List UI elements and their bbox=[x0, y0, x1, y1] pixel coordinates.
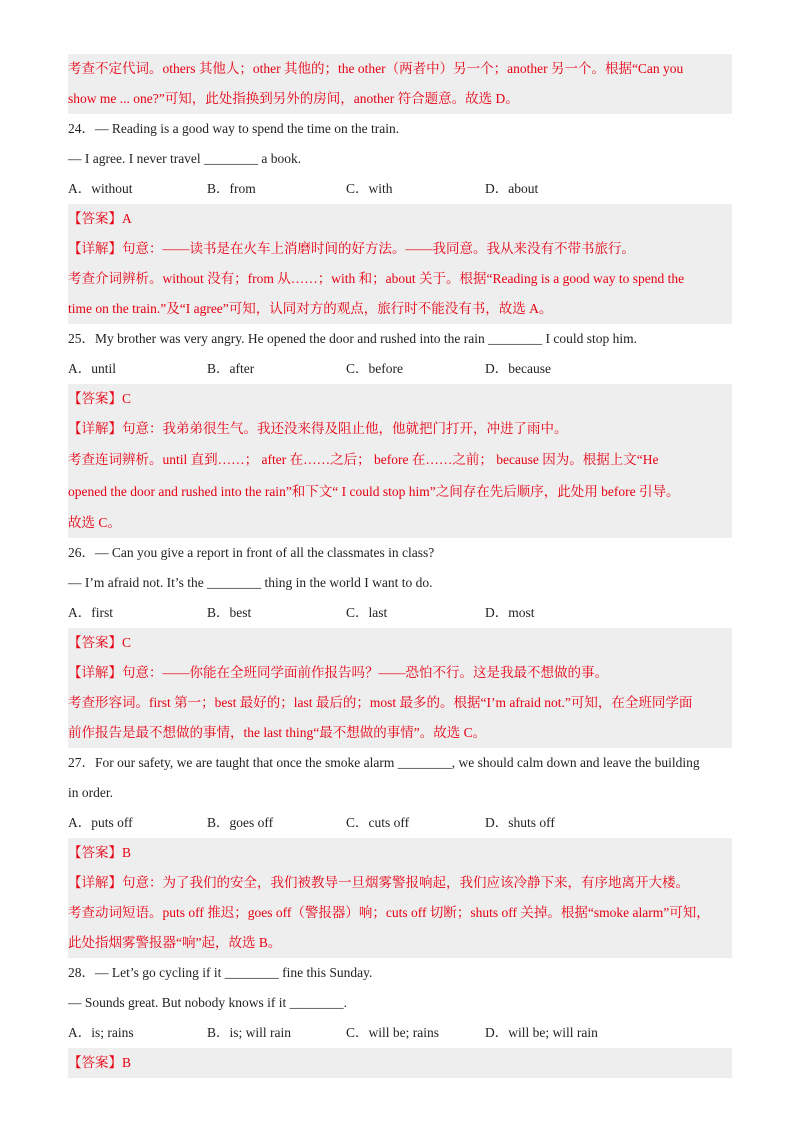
question-stem: — I agree. I never travel ________ a book. bbox=[68, 151, 302, 166]
question-stem: 28．— Let’s go cycling if it ________ fine this Sunday. bbox=[68, 965, 373, 980]
question-27 bbox=[68, 748, 732, 958]
detail-line: 【详解】句意：——你能在全班同学面前作报告吗？——恐怕不行。这是我最不想做的事。 bbox=[68, 665, 608, 680]
option-d: D．most bbox=[485, 605, 535, 620]
question-stem: 25．My brother was very angry. He opened the door and rushed into the rain ________ I could stop him. bbox=[68, 331, 638, 346]
question-25 bbox=[68, 324, 732, 538]
answer-line: 【答案】C bbox=[68, 635, 132, 650]
option-a: A．is; rains bbox=[68, 1025, 134, 1040]
option-a: A．puts off bbox=[68, 815, 133, 830]
option-a: A．first bbox=[68, 605, 113, 620]
question-stem: — Sounds great. But nobody knows if it ________. bbox=[68, 995, 347, 1010]
answer-line: 【答案】B bbox=[68, 845, 132, 860]
option-b: B．goes off bbox=[207, 815, 274, 830]
option-a: A．until bbox=[68, 361, 117, 376]
option-c: C．cuts off bbox=[346, 815, 410, 830]
question-stem: in order. bbox=[68, 785, 113, 800]
explanation-line: show me ... one?”可知，此处指换到另外的房间，another 符合题意。故选 D。 bbox=[68, 91, 519, 106]
detail-line: 考查动词短语。puts off 推迟；goes off（警报器）响；cuts off 切断；shuts off 关掉。根据“smoke alarm”可知， bbox=[68, 905, 710, 920]
answer-line: 【答案】C bbox=[68, 391, 132, 406]
option-b: B．after bbox=[207, 361, 255, 376]
option-d: D．about bbox=[485, 181, 539, 196]
question-stem: 24．— Reading is a good way to spend the time on the train. bbox=[68, 121, 400, 136]
detail-line: 考查连词辨析。until 直到……； after 在……之后； before 在……之前； because 因为。根据上文“He bbox=[68, 452, 659, 467]
question-26 bbox=[68, 538, 732, 748]
option-d: D．will be; will rain bbox=[485, 1025, 598, 1040]
detail-line: 【详解】句意：为了我们的安全，我们被教导一旦烟雾警报响起，我们应该冷静下来，有序地离开大楼。 bbox=[68, 875, 689, 890]
options-row bbox=[68, 808, 732, 838]
question-28 bbox=[68, 958, 732, 1078]
detail-line: 此处指烟雾警报器“响”起，故选 B。 bbox=[68, 935, 282, 950]
answer-block bbox=[68, 384, 732, 538]
detail-line: 考查介词辨析。without 没有；from 从……；with 和；about 关于。根据“Reading is a good way to spend the bbox=[68, 271, 685, 286]
answer-block bbox=[68, 204, 732, 324]
option-d: D．shuts off bbox=[485, 815, 555, 830]
answer-line: 【答案】A bbox=[68, 211, 132, 226]
option-c: C．before bbox=[346, 361, 403, 376]
question-stem: 26．— Can you give a report in front of all the classmates in class? bbox=[68, 545, 435, 560]
options-row bbox=[68, 174, 732, 204]
option-a: A．without bbox=[68, 181, 133, 196]
answer-block bbox=[68, 1048, 732, 1078]
detail-line: 前作报告是最不想做的事情，the last thing“最不想做的事情”。故选 C。 bbox=[68, 725, 487, 740]
detail-line: 故选 C。 bbox=[68, 515, 121, 530]
option-b: B．is; will rain bbox=[207, 1025, 291, 1040]
detail-line: 【详解】句意：我弟弟很生气。我还没来得及阻止他，他就把门打开，冲进了雨中。 bbox=[68, 421, 568, 436]
option-c: C．last bbox=[346, 605, 388, 620]
detail-line: 考查形容词。first 第一；best 最好的；last 最后的；most 最多的。根据“I’m afraid not.”可知，在全班同学面 bbox=[68, 695, 693, 710]
detail-line: 【详解】句意：——读书是在火车上消磨时间的好方法。——我同意。我从来没有不带书旅行。 bbox=[68, 241, 635, 256]
answer-block bbox=[68, 838, 732, 958]
option-b: B．best bbox=[207, 605, 252, 620]
question-stem: 27．For our safety, we are taught that once the smoke alarm ________, we should calm down and leave the building bbox=[68, 755, 700, 770]
detail-line: opened the door and rushed into the rain”和下文“ I could stop him”之间存在先后顺序，此处用 before 引导。 bbox=[68, 484, 680, 499]
answer-line: 【答案】B bbox=[68, 1055, 132, 1070]
option-d: D．because bbox=[485, 361, 551, 376]
options-row bbox=[68, 598, 732, 628]
document-page bbox=[68, 54, 732, 1078]
option-c: C．will be; rains bbox=[346, 1025, 439, 1040]
detail-line: time on the train.”及“I agree”可知，认同对方的观点，旅行时不能没有书，故选 A。 bbox=[68, 301, 553, 316]
options-row bbox=[68, 354, 732, 384]
explanation-line: 考查不定代词。others 其他人；other 其他的；the other（两者中）另一个；another 另一个。根据“Can you bbox=[68, 61, 684, 76]
option-c: C．with bbox=[346, 181, 393, 196]
previous-explanation-block bbox=[68, 54, 732, 114]
options-row bbox=[68, 1018, 732, 1048]
question-24 bbox=[68, 114, 732, 324]
question-stem: — I’m afraid not. It’s the ________ thing in the world I want to do. bbox=[68, 575, 433, 590]
option-b: B．from bbox=[207, 181, 256, 196]
answer-block bbox=[68, 628, 732, 748]
